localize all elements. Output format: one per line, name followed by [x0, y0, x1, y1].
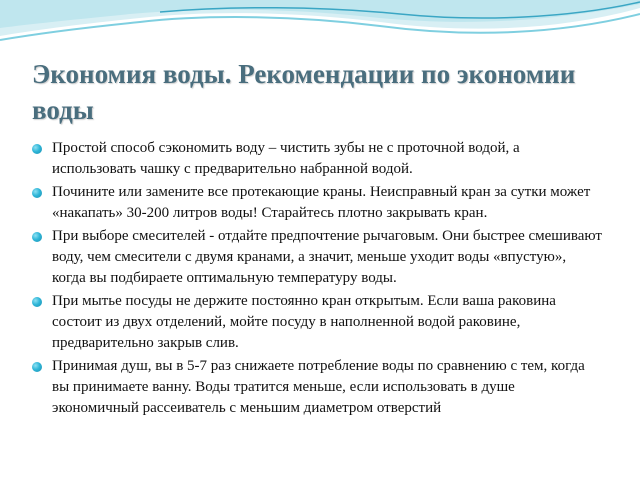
bullet-item — [32, 226, 602, 289]
bullet-list — [32, 138, 602, 421]
round-bullet-icon — [32, 232, 42, 242]
slide-title: Экономия воды. Рекомендации по экономии воды — [32, 59, 576, 125]
bullet-item — [32, 182, 602, 224]
bullet-item — [32, 138, 602, 180]
bullet-item — [32, 356, 602, 419]
round-bullet-icon — [32, 144, 42, 154]
bullet-text: Принимая душ, вы в 5-7 раз снижаете потребление воды по сравнению с тем, когда вы принимаете ванну. Воды тратится меньше, если использовать в душе экономичный рассеиватель с меньшим диаметром отверстий — [52, 358, 585, 416]
bullet-text: При выборе смесителей - отдайте предпочтение рычаговым. Они быстрее смешивают воду, чем смесители с двумя кранами, а значит, меньше уходит воды «впустую», когда вы подбираете оптимальную температуру воды. — [52, 228, 602, 286]
bullet-text: Почините или замените все протекающие краны. Неисправный кран за сутки может «накапать» 30-200 литров воды! Старайтесь плотно закрывать кран. — [52, 184, 591, 221]
round-bullet-icon — [32, 362, 42, 372]
bullet-text: Простой способ сэкономить воду – чистить зубы не с проточной водой, а использовать чашку с предварительно набранной водой. — [52, 140, 520, 177]
round-bullet-icon — [32, 188, 42, 198]
bullet-text: При мытье посуды не держите постоянно кран открытым. Если ваша раковина состоит из двух отделений, мойте посуду в наполненной водой раковине, предварительно закрыв слив. — [52, 293, 556, 351]
round-bullet-icon — [32, 297, 42, 307]
bullet-item — [32, 291, 602, 354]
